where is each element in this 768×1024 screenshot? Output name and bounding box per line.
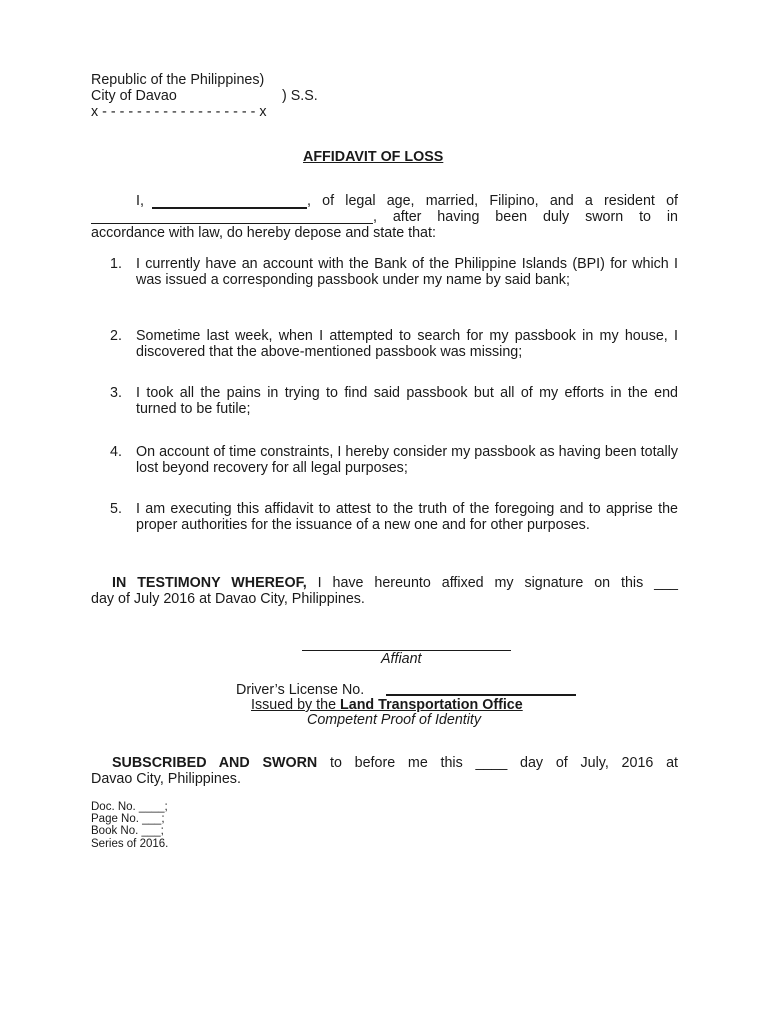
header-separator: x - - - - - - - - - - - - - - - - - - x <box>91 104 267 120</box>
list-item-number: 4. <box>110 444 122 460</box>
residence-blank-line <box>91 223 373 224</box>
intro-i: I, <box>136 193 144 209</box>
list-item-text: I am executing this affidavit to attest to the truth of the foregoing and to apprise the proper authorities for the issuance of a new one and for other purposes. <box>136 501 678 533</box>
list-item <box>110 501 678 551</box>
subscribed-line2: Davao City, Philippines. <box>91 771 241 787</box>
testimony-line2: day of July 2016 at Davao City, Philippines. <box>91 591 365 607</box>
intro-line2: , after having been duly sworn to in <box>373 209 678 225</box>
list-item <box>110 328 678 362</box>
list-item <box>110 444 678 478</box>
subscribed-bold: SUBSCRIBED AND SWORN <box>112 755 318 771</box>
list-item-text: Sometime last week, when I attempted to search for my passbook in my house, I discovered that the above-mentioned passbook was missing; <box>136 328 678 360</box>
book-no: Book No. ___; <box>91 825 164 837</box>
series: Series of 2016. <box>91 838 169 850</box>
license-blank-line <box>386 694 576 696</box>
list-item-number: 3. <box>110 385 122 401</box>
list-item-text: I took all the pains in trying to find said passbook but all of my efforts in the end turned to be futile; <box>136 385 678 417</box>
page-no: Page No. ___; <box>91 813 165 825</box>
testimony-bold: IN TESTIMONY WHEREOF, <box>112 575 307 591</box>
subscribed-rest: to before me this ____ day of July, 2016 at <box>317 755 679 771</box>
issued-office: Land Transportation Office <box>340 697 523 713</box>
license-label: Driver’s License No. <box>236 682 365 698</box>
header-ss: ) S.S. <box>282 88 318 104</box>
list-item <box>110 256 678 306</box>
list-item <box>110 385 678 419</box>
name-blank-line <box>152 207 307 209</box>
intro-line3: accordance with law, do hereby depose and state that: <box>91 225 436 241</box>
list-item-number: 1. <box>110 256 122 272</box>
proof-label: Competent Proof of Identity <box>307 712 482 728</box>
testimony-line1 <box>112 575 678 591</box>
list-item-text: I currently have an account with the Bank of the Philippine Islands (BPI) for which I was issued a corresponding passbook under my name by said bank; <box>136 256 678 288</box>
testimony-rest: I have hereunto affixed my signature on this ___ <box>306 575 679 591</box>
list-item-number: 2. <box>110 328 122 344</box>
list-item-number: 5. <box>110 501 122 517</box>
doc-no: Doc. No. ____; <box>91 801 168 813</box>
intro-line1: , of legal age, married, Filipino, and a resident of <box>307 193 678 209</box>
subscribed-line1 <box>112 755 678 771</box>
header-city: City of Davao <box>91 88 177 104</box>
header-republic: Republic of the Philippines) <box>91 72 265 88</box>
issued-prefix: Issued by the <box>251 697 341 713</box>
document-title: AFFIDAVIT OF LOSS <box>303 149 444 165</box>
list-item-text: On account of time constraints, I hereby consider my passbook as having been totally lost beyond recovery for all legal purposes; <box>136 444 678 476</box>
affiant-label: Affiant <box>381 651 422 667</box>
issued-by <box>251 697 523 713</box>
